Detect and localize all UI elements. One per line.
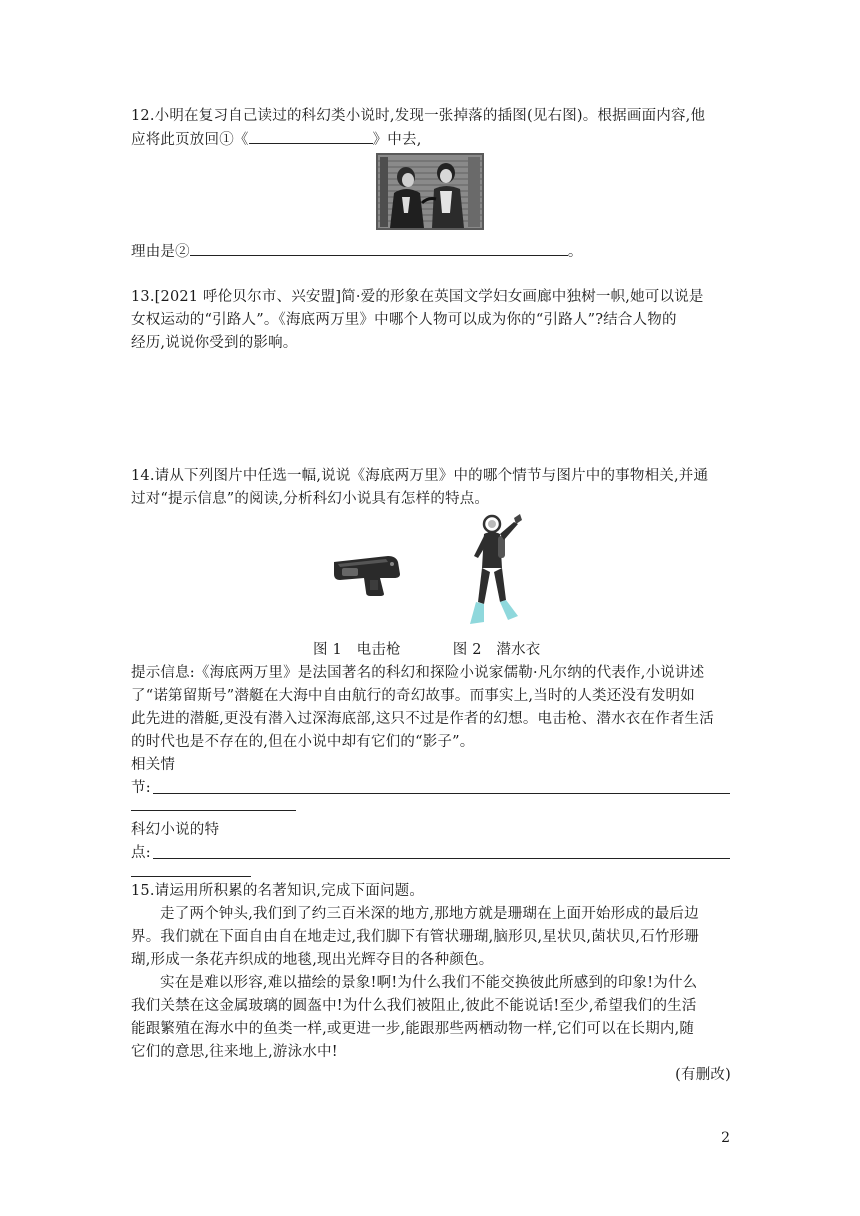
q12-line2-pre: 应将此页放回①《 [131,132,249,148]
q12-line2-post: 》中去, [372,132,422,148]
q15-p1-line3: 瑚,形成一条花卉织成的地毯,现出光辉夺目的各种颜色。 [131,952,494,968]
figure-stun-gun [330,548,410,598]
q12-reason-line [131,239,731,264]
diving-suit-icon [462,512,530,630]
stun-gun-icon [330,548,410,598]
q13-line2: 女权运动的“引路人”。《海底两万里》中哪个人物可以成为你的“引路人”?结合人物的 [131,312,677,328]
plot-label-2: 节: [131,780,151,796]
figure-diving-suit [462,512,530,630]
q15-p1-line1: 走了两个钟头,我们到了约三百米深的地方,那地方就是珊瑚在上面开始形成的最后边 [160,906,699,922]
q15-p2-line1: 实在是难以形容,难以描绘的景象!啊!为什么我们不能交换彼此所感到的印象!为什么 [160,975,698,991]
figure-captions [313,638,573,662]
q13-line3: 经历,说说你受到的影响。 [131,335,298,351]
q15-line1: 15.请运用所积累的名著知识,完成下面问题。 [131,883,425,899]
plot-answer-line-1[interactable] [153,793,730,794]
q13-line1: 13.[2021 呼伦贝尔市、兴安盟]简·爱的形象在英国文学妇女画廊中独树一帜,她可以说是 [131,289,704,305]
q12-blank-1[interactable] [249,127,373,144]
q12-blank-2[interactable] [190,239,568,256]
q12-reason-post: 。 [567,244,583,260]
q15-p2-line2: 我们关禁在这金属玻璃的圆盔中!为什么我们被阻止,彼此不能说话!至少,希望我们的生活 [131,998,697,1014]
q14-hint-line2: 了“诺第留斯号”潜艇在大海中自由航行的奇幻故事。而事实上,当时的人类还没有发明如 [131,688,695,704]
engraving-image [376,153,484,230]
illustration-engraving [376,153,484,230]
page-number: 2 [721,1130,730,1146]
fig1-caption: 图 1 电击枪 [313,642,401,658]
plot-answer-line-2[interactable] [131,810,296,811]
q12-line1: 12.小明在复习自己读过的科幻类小说时,发现一张掉落的插图(见右图)。根据画面内容,他 [131,108,706,124]
q15-p2-line3: 能跟繁殖在海水中的鱼类一样,或更进一步,能跟那些两栖动物一样,它们可以在长期内,随 [131,1021,695,1037]
q15-p2-line4: 它们的意思,往来地上,游泳水中! [131,1044,338,1060]
q14-hint-line1: 提示信息:《海底两万里》是法国著名的科幻和探险小说家儒勒·凡尔纳的代表作,小说讲述 [131,665,705,681]
feature-answer-line-2[interactable] [131,876,251,877]
q12-line2 [131,127,731,152]
q14-hint-line3: 此先进的潜艇,更没有潜入过深海底部,这只不过是作者的幻想。电击枪、潜水衣在作者生活 [131,711,714,727]
q15-p1-line2: 界。我们就在下面自由自在地走过,我们脚下有管状珊瑚,脑形贝,星状贝,菌状贝,石竹形珊 [131,929,699,945]
plot-label-1: 相关情 [131,757,176,773]
q14-line1: 14.请从下列图片中任选一幅,说说《海底两万里》中的哪个情节与图片中的事物相关,并通 [131,468,709,484]
feature-label-1: 科幻小说的特 [131,822,220,838]
feature-label-2: 点: [131,845,151,861]
feature-answer-line-1[interactable] [153,858,730,859]
fig2-caption: 图 2 潜水衣 [452,642,541,658]
q15-note: (有删改) [675,1067,731,1083]
q12-reason-pre: 理由是② [131,244,190,260]
q14-hint-line4: 的时代也是不存在的,但在小说中却有它们的“影子”。 [131,734,475,750]
q14-line2: 过对“提示信息”的阅读,分析科幻小说具有怎样的特点。 [131,491,490,507]
